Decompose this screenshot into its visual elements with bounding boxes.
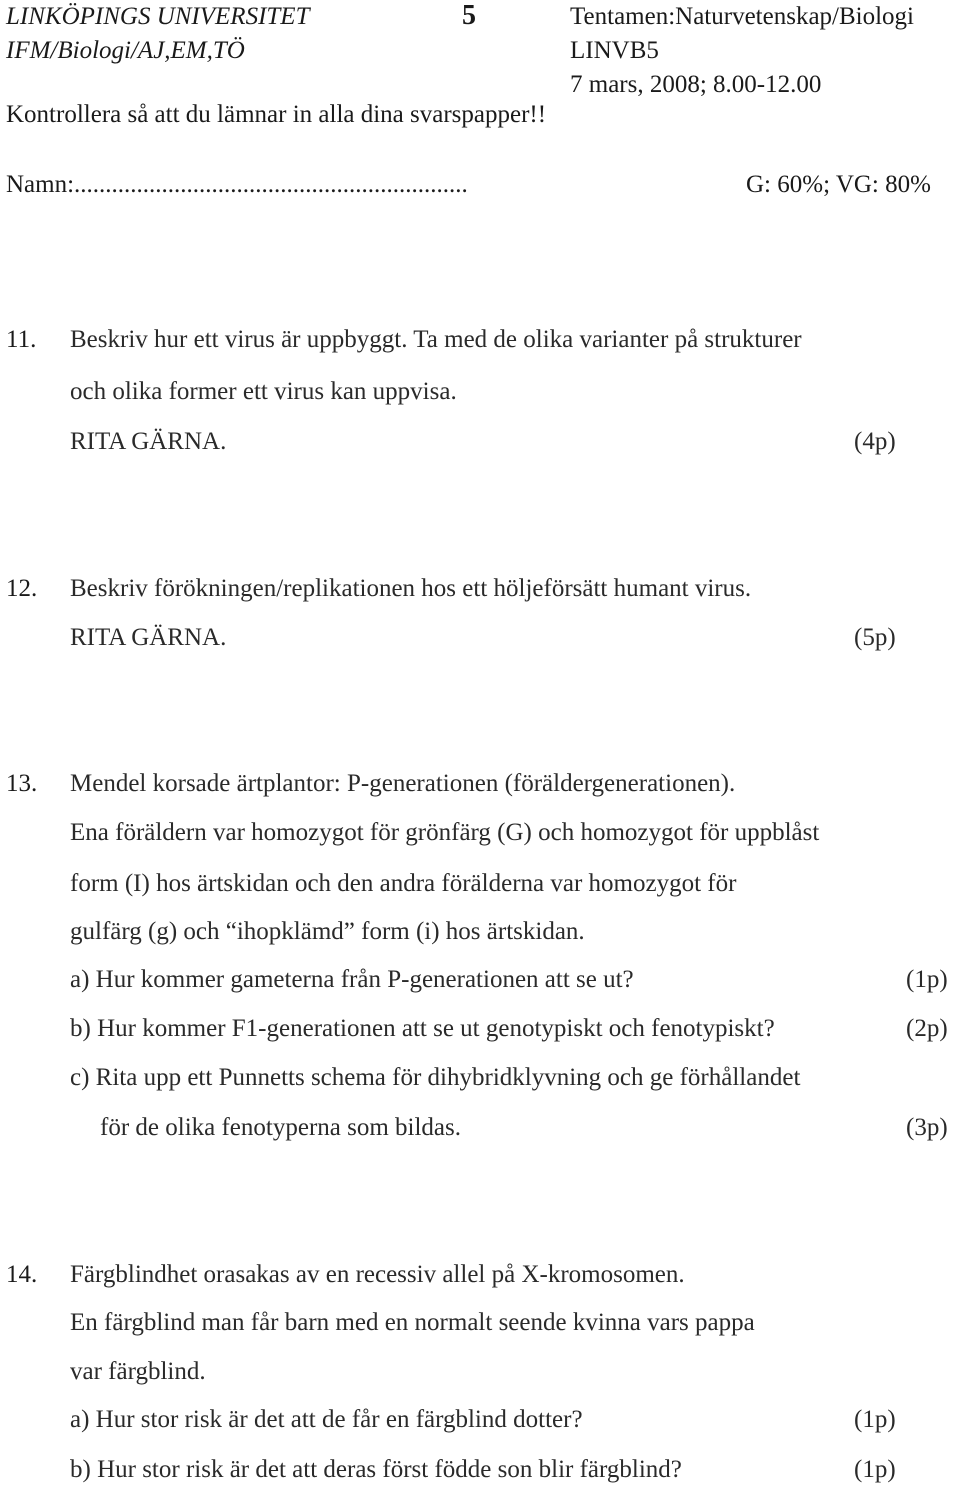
question-number: 13. — [6, 770, 38, 797]
question-text-line: och olika former ett virus kan uppvisa. — [70, 378, 457, 405]
question-number: 12. — [6, 575, 38, 602]
subquestion-text: a) Hur stor risk är det att de får en färgblind dotter? — [70, 1406, 583, 1433]
exam-date-time: 7 mars, 2008; 8.00-12.00 — [570, 71, 822, 98]
subquestion-points: (2p) — [906, 1015, 948, 1042]
subquestion-points: (1p) — [854, 1406, 896, 1433]
question-text-line: form (I) hos ärtskidan och den andra förälderna var homozygot för — [70, 870, 737, 897]
exam-title: Tentamen:Naturvetenskap/Biologi — [570, 3, 914, 30]
submission-reminder: Kontrollera så att du lämnar in alla dina svarspapper!! — [6, 101, 547, 128]
subquestion-text: a) Hur kommer gameterna från P-generationen att se ut? — [70, 966, 634, 993]
page-number: 5 — [462, 0, 476, 31]
department: IFM/Biologi/AJ,EM,TÖ — [6, 37, 245, 64]
subquestion-text: b) Hur stor risk är det att deras först födde son blir färgblind? — [70, 1456, 682, 1483]
question-points: (5p) — [854, 624, 896, 651]
subquestion-points: (1p) — [854, 1456, 896, 1483]
subquestion-text: b) Hur kommer F1-generationen att se ut genotypiskt och fenotypiskt? — [70, 1015, 775, 1042]
name-field: Namn:............................................................... — [6, 171, 468, 198]
question-number: 14. — [6, 1261, 38, 1288]
question-text-line: var färgblind. — [70, 1358, 206, 1385]
question-text-line: Mendel korsade ärtplantor: P-generationen (föräldergenerationen). — [70, 770, 736, 797]
question-text-line: RITA GÄRNA. — [70, 428, 227, 455]
university-name: LINKÖPINGS UNIVERSITET — [6, 3, 310, 30]
subquestion-points: (3p) — [906, 1114, 948, 1141]
question-text-line: Ena föräldern var homozygot för grönfärg (G) och homozygot för uppblåst — [70, 819, 820, 846]
question-text-line: gulfärg (g) och “ihopklämd” form (i) hos ärtskidan. — [70, 918, 585, 945]
grade-limits: G: 60%; VG: 80% — [746, 171, 931, 198]
question-text-line: RITA GÄRNA. — [70, 624, 227, 651]
subquestion-text: c) Rita upp ett Punnetts schema för dihybridklyvning och ge förhållandet — [70, 1064, 801, 1091]
subquestion-points: (1p) — [906, 966, 948, 993]
question-text-line: Färgblindhet orasakas av en recessiv allel på X-kromosomen. — [70, 1261, 685, 1288]
question-text-line: Beskriv förökningen/replikationen hos ett höljeförsätt humant virus. — [70, 575, 752, 602]
course-code: LINVB5 — [570, 37, 659, 64]
question-text-line: En färgblind man får barn med en normalt seende kvinna vars pappa — [70, 1309, 755, 1336]
question-number: 11. — [6, 326, 37, 353]
question-text-line: Beskriv hur ett virus är uppbyggt. Ta med de olika varianter på strukturer — [70, 326, 802, 353]
subquestion-text-continuation: för de olika fenotyperna som bildas. — [100, 1114, 462, 1141]
question-points: (4p) — [854, 428, 896, 455]
